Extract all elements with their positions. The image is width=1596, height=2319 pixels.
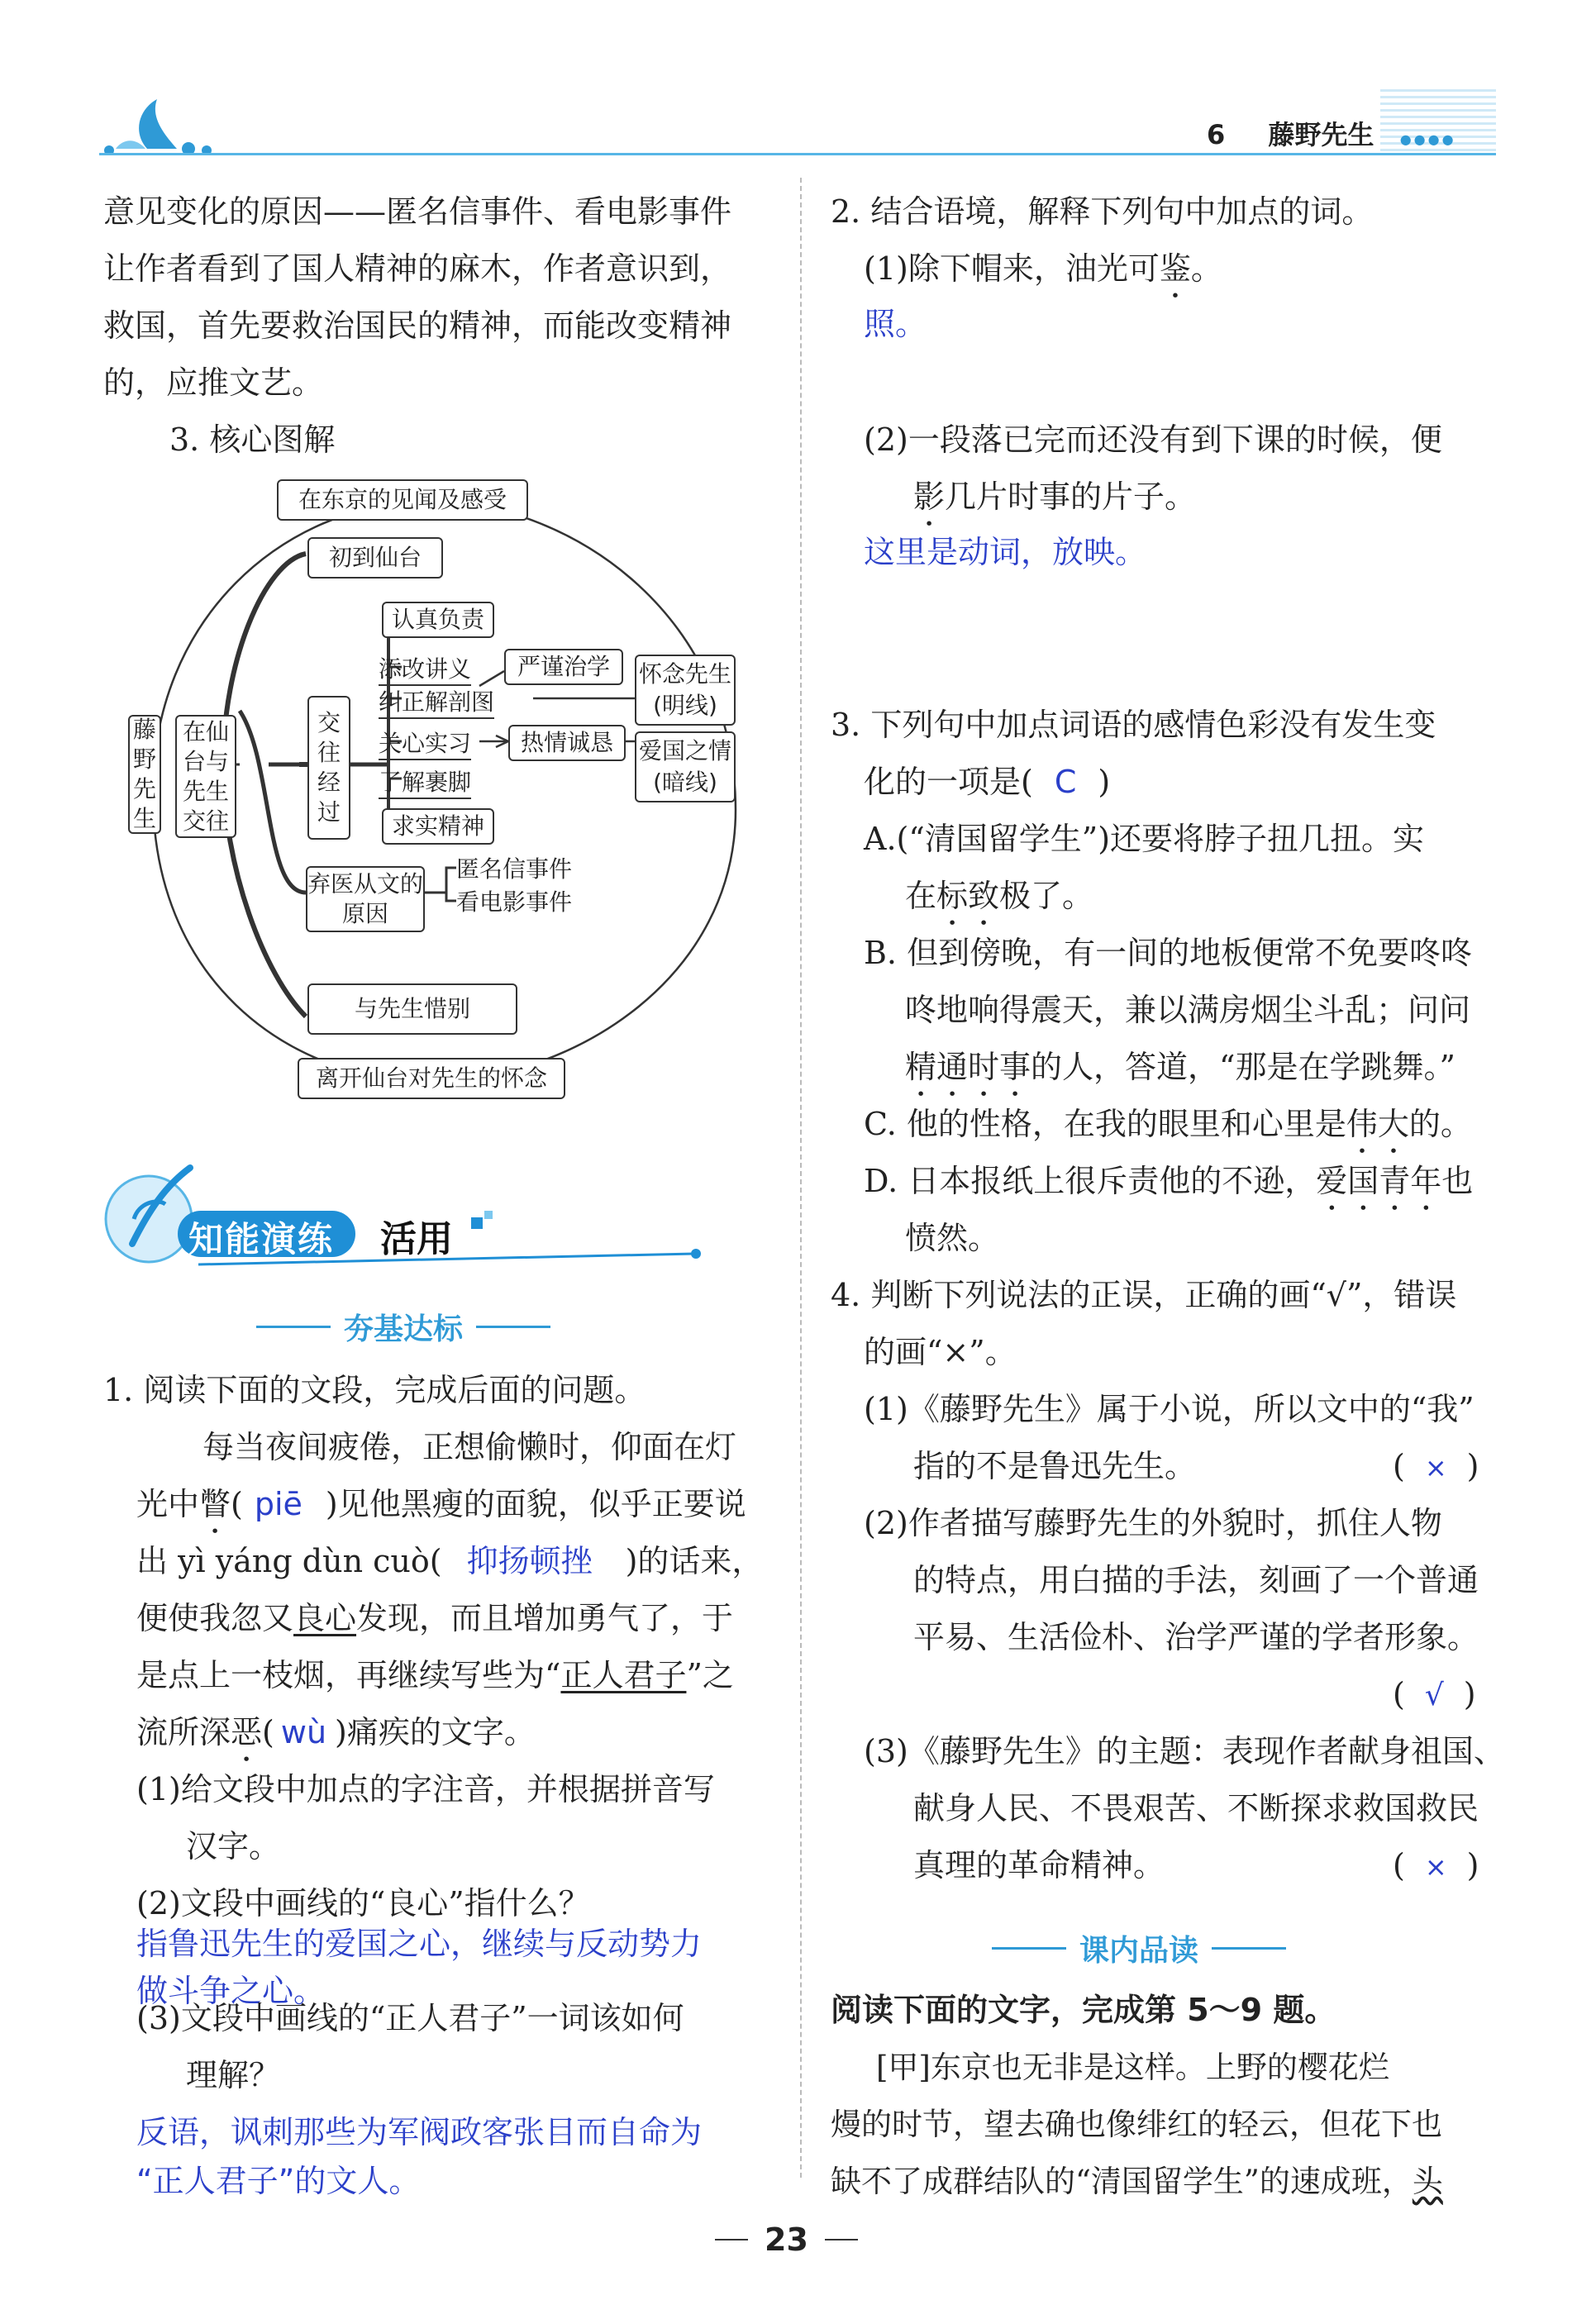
sub3-answer-1: 反语，讽刺那些为军阀政客张目而自命为 (136, 2114, 703, 2150)
diagram-node-r1: 认真负责 (382, 602, 494, 638)
passage-l2-post: )见他黑瘦的面貌，似乎正要说 (325, 1486, 746, 1522)
passage-line-6 (136, 1704, 536, 1769)
q2-2-dotted: 影 (913, 479, 946, 515)
diagram-node-r2: 添改讲义 (379, 651, 471, 686)
diagram-heading: 3. 核心图解 (169, 421, 336, 458)
passage-l5-post: ”之 (686, 1657, 734, 1693)
q4-line-1: 4. 判断下列说法的正误，正确的画“√”，错误 (831, 1277, 1457, 1313)
sub2-answer-1: 指鲁迅先生的爱国之心，继续与反动势力 (136, 1926, 703, 1962)
reading-l3-pre: 缺不了成群结队的“清国留学生”的速成班， (831, 2164, 1413, 2199)
core-diagram (116, 463, 777, 1116)
diagram-node-first-arrive: 初到仙台 (307, 537, 443, 579)
q3-l2-post: ) (1098, 764, 1111, 800)
q4-1-bracket: ( × ) (1393, 1448, 1479, 1484)
q4-3-line-1: (3)《藤野先生》的主题：表现作者献身祖国、 (864, 1733, 1505, 1769)
diagram-node-hub: 在仙台与先生交往 (175, 715, 236, 838)
q4-3-line-3: 真理的革命精神。 (913, 1847, 1165, 1883)
q3-b-dotted: 精通时事 (905, 1049, 1031, 1085)
underlined-liangxin: 良心 (293, 1600, 357, 1636)
q3-a-line-1: A.(“清国留学生”)还要将脖子扭几扭。实 (864, 821, 1425, 857)
reading-line-1: [甲]东京也无非是这样。上野的樱花烂 (876, 2050, 1389, 2085)
answer-pinyin-pie: piē (254, 1486, 303, 1522)
q2-title: 2. 结合语境，解释下列句中加点的词。 (831, 193, 1374, 230)
diagram-node-b3: 弃医从文的原因 (306, 866, 425, 932)
diagram-node-q1: 严谨治学 (504, 649, 623, 685)
q3-d-line-2: 愤然。 (905, 1220, 1000, 1256)
passage-l4-post: 发现，而且增加勇气了，于 (356, 1600, 734, 1636)
q3-a-dotted: 标致 (936, 878, 1000, 914)
sub2-answer-2: 做斗争之心。 (136, 1973, 326, 2009)
diagram-node-r5: 了解裹脚 (379, 764, 471, 799)
passage-l5-pre: 是点上一枝烟，再继续写些为“ (136, 1657, 561, 1693)
q3-b-post: 的人，答道，“那是在学跳舞。” (1031, 1049, 1455, 1085)
section-banner (99, 1153, 711, 1269)
header-dots: ●●●● (1399, 131, 1456, 147)
q3-d-post: 也 (1441, 1163, 1474, 1199)
q4-2-line-1: (2)作者描写藤野先生的外貌时，抓住人物 (864, 1505, 1442, 1541)
sub-heading-right (992, 1927, 1286, 1969)
passage-line-3 (136, 1533, 763, 1590)
sub-heading-right-text: 课内品读 (1079, 1934, 1199, 1968)
passage-l6-post: )痛疾的文字。 (335, 1714, 536, 1750)
diagram-node-q2: 热情诚恳 (508, 725, 626, 761)
sub1-line-1: (1)给文段中加点的字注音，并根据拼音写 (136, 1771, 715, 1807)
sub1-line-2: 汉字。 (186, 1828, 281, 1864)
q3-b-line-2: 咚地响得震天，兼以满房烟尘斗乱；问问 (905, 992, 1471, 1028)
q3-c-pre: C. 他的性格，在我的眼里和心里是 (864, 1106, 1346, 1142)
q2-2-answer: 这里是动词，放映。 (864, 534, 1147, 570)
q4-2-answer: √ (1424, 1679, 1444, 1712)
chapter-number: 6 (1207, 119, 1226, 150)
q4-line-2: 的画“×”。 (864, 1334, 1017, 1370)
q4-1-line-1: (1)《藤野先生》属于小说，所以文中的“我” (864, 1391, 1475, 1427)
q3-c-post: 的。 (1408, 1106, 1472, 1142)
underlined-zhengren: 正人君子 (560, 1657, 687, 1693)
q3-d-pre: D. 日本报纸上很斥责他的不逊， (864, 1163, 1317, 1199)
passage-l3-pre: 出 yì yáng dùn cuò( (136, 1543, 442, 1579)
q3-answer: C (1054, 764, 1077, 800)
sub3-answer-2: “正人君子”的文人。 (136, 2163, 421, 2199)
reading-title: 阅读下面的文字，完成第 5～9 题。 (831, 1992, 1336, 2028)
sub-heading-left-text: 夯基达标 (344, 1312, 464, 1346)
intro-line-1: 意见变化的原因——匿名信事件、看电影事件 (103, 193, 732, 230)
reading-wavy: 头 (1412, 2164, 1443, 2199)
passage-dotted-pie: 瞥 (199, 1486, 231, 1522)
column-divider (800, 178, 802, 2178)
chapter-title: 藤野先生 (1268, 119, 1374, 150)
diagram-node-r3: 纠正解剖图 (379, 684, 494, 719)
sub3-line-1: (3)文段中画线的“正人君子”一词该如何 (136, 2000, 684, 2036)
q2-1-post: 。 (1190, 250, 1222, 287)
q4-1-line-2: 指的不是鲁迅先生。 (913, 1448, 1197, 1484)
q4-2-line-3: 平易、生活俭朴、治学严谨的学者形象。 (913, 1619, 1479, 1655)
banner-main: 知能演练 (188, 1219, 335, 1259)
q2-1-pre: (1)除下帽来，油光可 (864, 250, 1160, 287)
banner-sub: 活用 (380, 1218, 453, 1260)
q3-a-pre: 在 (905, 878, 937, 914)
header-rule (99, 153, 1496, 155)
diagram-node-out1: 怀念先生(明线) (635, 655, 736, 726)
diagram-node-b4: 与先生惜别 (307, 983, 517, 1035)
answer-hanzi: 抑扬顿挫 (466, 1543, 593, 1579)
passage-l2-pre: 光中 (136, 1486, 200, 1522)
passage-l4-pre: 便使我忽又 (136, 1600, 294, 1636)
diagram-node-bottom: 离开仙台对先生的怀念 (298, 1058, 565, 1099)
q4-2-bracket: ( √ ) (1393, 1676, 1476, 1712)
q3-b-line-1: B. 但到傍晚，有一间的地板便常不免要咚咚 (864, 935, 1473, 971)
q4-2-line-2: 的特点，用白描的手法，刻画了一个普通 (913, 1562, 1479, 1598)
q3-a-post: 极了。 (999, 878, 1094, 914)
reading-line-3 (831, 2153, 1443, 2210)
q3-c (864, 1096, 1472, 1160)
passage-line-2 (136, 1476, 746, 1540)
q3-d-dotted: 爱国青年 (1316, 1163, 1442, 1199)
q3-l2-pre: 化的一项是( (864, 764, 1033, 800)
q3-c-dotted: 伟大 (1346, 1106, 1409, 1142)
diagram-node-b3a: 匿名信事件 (456, 855, 573, 883)
intro-line-3: 救国，首先要救治国民的精神，而能改变精神 (103, 307, 732, 344)
diagram-node-root: 藤野先生 (128, 715, 161, 834)
reading-line-2: 熳的时节，望去确也像绯红的轻云，但花下也 (831, 2107, 1442, 2142)
passage-line-5 (136, 1647, 734, 1704)
q2-2-line-1: (2)一段落已完而还没有到下课的时候，便 (864, 421, 1442, 458)
paren: ( (231, 1486, 243, 1522)
answer-pinyin-wu: wù (280, 1714, 327, 1750)
q3-d-line-1 (864, 1153, 1473, 1217)
diagram-node-top: 在东京的见闻及感受 (277, 479, 528, 521)
sub3-line-2: 理解？ (186, 2057, 281, 2093)
q1-title: 1. 阅读下面的文段，完成后面的问题。 (103, 1372, 646, 1408)
footer (715, 2221, 858, 2258)
intro-line-4: 的，应推文艺。 (103, 364, 324, 401)
passage-l3-post: )的话来， (625, 1543, 764, 1579)
passage-line-4 (136, 1590, 733, 1647)
diagram-node-r4: 关心实习 (379, 726, 471, 760)
header-logo (99, 91, 215, 157)
q4-3-bracket: ( × ) (1393, 1847, 1479, 1883)
page-number: 23 (765, 2221, 808, 2258)
diagram-node-r6: 求实精神 (382, 808, 494, 845)
q3-b-line-3 (905, 1039, 1455, 1103)
q2-2-post: 几片时事的片子。 (945, 479, 1197, 515)
paren: ( (262, 1714, 274, 1750)
diagram-node-mid: 交往经过 (307, 696, 350, 840)
q2-1-answer: 照。 (864, 306, 927, 342)
sub2-question: (2)文段中画线的“良心”指什么？ (136, 1885, 590, 1921)
q3-a-line-2 (905, 868, 1093, 932)
passage-dotted-wu: 恶 (231, 1714, 263, 1750)
sub-heading-left (256, 1306, 550, 1348)
q4-3-line-2: 献身人民、不畏艰苦、不断探求救国救民 (913, 1790, 1479, 1826)
header-chapter (1207, 114, 1456, 152)
q3-line-1: 3. 下列句中加点词语的感情色彩没有发生变 (831, 707, 1436, 743)
q4-3-answer: × (1424, 1851, 1447, 1883)
q3-line-2 (864, 754, 1110, 811)
intro-line-2: 让作者看到了国人精神的麻木，作者意识到， (103, 250, 732, 287)
passage-l6-pre: 流所深 (136, 1714, 231, 1750)
diagram-node-b3b: 看电影事件 (456, 888, 573, 916)
q2-1-dotted: 鉴 (1159, 250, 1191, 287)
q4-1-answer: × (1424, 1452, 1447, 1483)
diagram-node-out2: 爱国之情(暗线) (635, 731, 736, 802)
passage-line-1: 每当夜间疲倦，正想偷懒时，仰面在灯 (202, 1429, 737, 1465)
